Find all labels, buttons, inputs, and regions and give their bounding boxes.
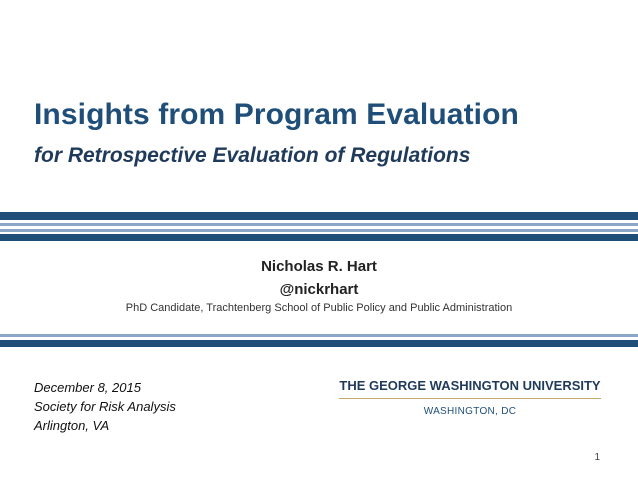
bottom-divider-band <box>0 334 638 354</box>
slide-title: Insights from Program Evaluation <box>34 98 519 131</box>
event-organization: Society for Risk Analysis <box>34 399 176 414</box>
presenter-handle: @nickrhart <box>279 281 359 298</box>
presenter-name: Nicholas R. Hart <box>261 258 377 275</box>
event-location: Arlington, VA <box>34 418 110 433</box>
top-band-dark-stripe <box>0 234 638 241</box>
event-date: December 8, 2015 <box>34 380 141 395</box>
university-location: WASHINGTON, DC <box>423 406 517 417</box>
slide-subtitle: for Retrospective Evaluation of Regulations <box>34 144 471 167</box>
page-number: 1 <box>594 452 600 463</box>
top-band-light-stripe <box>0 223 638 226</box>
top-band-light-stripe <box>0 229 638 232</box>
top-divider-band <box>0 212 638 242</box>
bottom-band-dark-stripe <box>0 340 638 347</box>
top-band-dark-stripe <box>0 212 638 220</box>
university-name: THE GEORGE WASHINGTON UNIVERSITY <box>339 378 601 393</box>
university-logo <box>339 376 601 417</box>
event-info <box>34 378 176 435</box>
bottom-band-light-stripe <box>0 334 638 337</box>
presenter-role: PhD Candidate, Trachtenberg School of Public Policy and Public Administration <box>125 302 513 314</box>
